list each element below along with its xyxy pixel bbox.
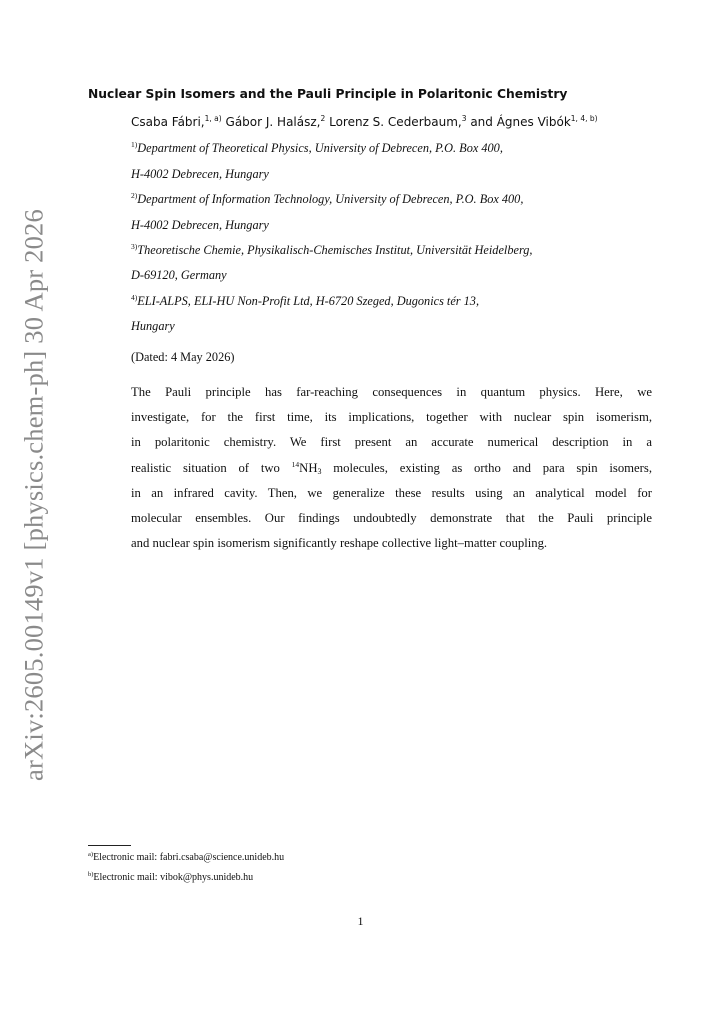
- molecule-formula: NH: [299, 460, 318, 475]
- affiliation-text: Department of Information Technology, University of Debrecen, P.O. Box 400,: [137, 192, 524, 206]
- formula-subscript: 3: [317, 466, 322, 476]
- abstract-line: in an infrared cavity. Then, we generalize these results using an analytical model for: [131, 485, 652, 500]
- author-marks: 1, a): [204, 114, 222, 123]
- abstract-line: in polaritonic chemistry. We first present an accurate numerical description in a: [131, 435, 652, 450]
- affiliation-text: ELI-ALPS, ELI-HU Non-Profit Ltd, H-6720 Szeged, Dugonics tér 13,: [137, 294, 480, 308]
- footnote-text: Electronic mail: vibok@phys.unideb.hu: [93, 872, 254, 883]
- abstract-line: and nuclear spin isomerism significantly reshape collective light–matter coupling.: [131, 536, 548, 551]
- affiliation-4-line-2: Hungary: [131, 319, 175, 333]
- affiliation-2-line-1: [131, 192, 523, 207]
- affiliation-2-line-2: H-4002 Debrecen, Hungary: [131, 218, 269, 232]
- footnote-mark: b): [88, 871, 94, 878]
- isotope-superscript: 14: [291, 459, 300, 469]
- footnote-a: [88, 852, 284, 863]
- page-number: 1: [357, 914, 364, 928]
- affiliation-4-line-1: [131, 294, 479, 309]
- abstract-line: [131, 456, 652, 481]
- abstract-text: realistic situation of two: [131, 460, 292, 475]
- abstract-line: molecular ensembles. Our findings undoubtedly demonstrate that the Pauli principle: [131, 510, 652, 525]
- footnote-text: Electronic mail: fabri.csaba@science.unideb.hu: [93, 852, 285, 863]
- affiliation-3-line-1: [131, 243, 533, 258]
- author-marks: 3: [461, 114, 467, 123]
- affiliation-number: 2): [131, 191, 138, 200]
- footnote-mark: a): [88, 851, 94, 858]
- footnote-rule: [88, 845, 131, 846]
- affiliation-1-line-1: [131, 141, 503, 156]
- affiliation-1-line-2: H-4002 Debrecen, Hungary: [131, 167, 269, 181]
- author-name: Csaba Fábri,: [131, 115, 205, 129]
- author-name: and Ágnes Vibók: [470, 115, 571, 129]
- author-name: Lorenz S. Cederbaum,: [329, 115, 462, 129]
- affiliation-text: Department of Theoretical Physics, University of Debrecen, P.O. Box 400,: [137, 141, 503, 155]
- arxiv-identifier: arXiv:2605.00149v1 [physics.chem-ph] 30 Apr 2026: [18, 209, 49, 781]
- dated-line: (Dated: 4 May 2026): [131, 350, 235, 364]
- author-name: Gábor J. Halász,: [225, 115, 321, 129]
- author-marks: 1, 4, b): [570, 114, 598, 123]
- affiliation-text: Theoretische Chemie, Physikalisch-Chemisches Institut, Universität Heidelberg,: [137, 243, 533, 257]
- affiliation-number: 1): [131, 140, 138, 149]
- abstract-line: investigate, for the first time, its implications, together with nuclear spin isomerism,: [131, 410, 652, 425]
- abstract-line: The Pauli principle has far-reaching consequences in quantum physics. Here, we: [131, 385, 652, 399]
- footnote-b: [88, 872, 253, 883]
- author-list: [131, 115, 598, 129]
- author-marks: 2: [320, 114, 326, 123]
- affiliation-number: 4): [131, 293, 138, 302]
- affiliation-3-line-2: D-69120, Germany: [131, 268, 227, 282]
- paper-title: Nuclear Spin Isomers and the Pauli Principle in Polaritonic Chemistry: [88, 87, 568, 101]
- affiliation-number: 3): [131, 242, 138, 251]
- abstract: [131, 380, 652, 556]
- abstract-text: molecules, existing as ortho and para spin isomers,: [321, 460, 652, 475]
